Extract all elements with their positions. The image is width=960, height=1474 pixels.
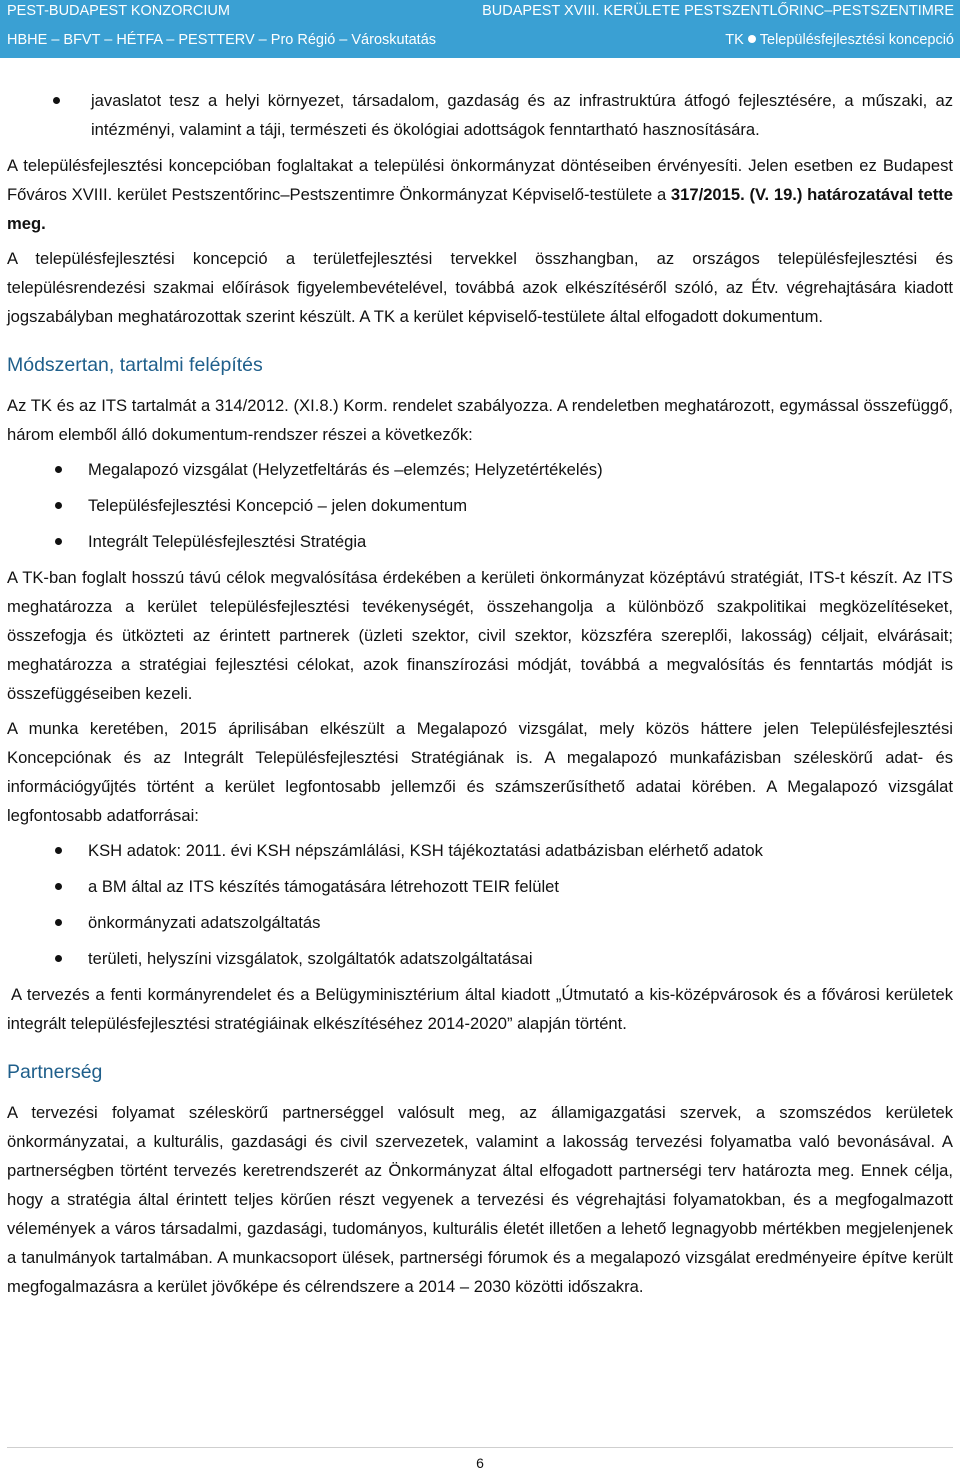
- list-item: [7, 944, 953, 973]
- bullet-icon: [55, 955, 62, 962]
- list-item: [7, 908, 953, 937]
- document-type-label: Településfejlesztési koncepció: [759, 32, 954, 48]
- bullet-icon: [55, 847, 62, 854]
- list-item-text: Megalapozó vizsgálat (Helyzetfeltárás és –elemzés; Helyzetértékelés): [88, 460, 603, 479]
- bullet-icon: [55, 538, 62, 545]
- paragraph-implementation: [7, 151, 953, 238]
- tk-abbreviation: TK: [725, 32, 744, 48]
- paragraph-compliance: A településfejlesztési koncepció a területfejlesztési tervekkel összhangban, az országos településfejlesztési és településrendezési szakmai előírások figyelembevételével, továbbá azok elkészítéséről szóló, az Étv. végrehajtására kiadott jogszabályban meghatározottak szerint készült. A TK a kerület képviselő-testülete által elfogadott dokumentum.: [7, 249, 953, 326]
- intro-bullet-list: [7, 86, 953, 144]
- list-item-text: önkormányzati adatszolgáltatás: [88, 913, 321, 932]
- footer-divider: [7, 1447, 953, 1448]
- bullet-icon: [55, 502, 62, 509]
- section-heading-partnership: Partnerség: [7, 1061, 103, 1083]
- list-item-text: területi, helyszíni vizsgálatok, szolgáltatók adatszolgáltatásai: [88, 949, 533, 968]
- paragraph-regulation: Az TK és az ITS tartalmát a 314/2012. (XI.8.) Korm. rendelet szabályozza. A rendeletben meghatározott, egymással összefüggő, három elemből álló dokumentum-rendszer részei a következők:: [7, 396, 953, 444]
- data-sources-list: [7, 836, 953, 973]
- list-item-text: javaslatot tesz a helyi környezet, társadalom, gazdaság és az infrastruktúra átfogó fejlesztésére, a műszaki, az intézményi, valamint a táji, természeti és ökológiai adottságok fenntartható hasznosítására.: [91, 91, 953, 139]
- paragraph-partnership: A tervezési folyamat széleskörű partnerséggel valósult meg, az államigazgatási szervek, a szomszédos kerületek önkormányzatai, a kulturális, gazdasági és civil szervezetek, valamint a lakosság tervezési folyamatba való bevonásával. A partnerségben történt tervezés keretrendszerét az Önkormányzat által elfogadott partnerségi terv határozta meg. Ennek célja, hogy a stratégia által érintett teljes körűen részt vegyenek a tervezési és végrehajtási folyamatokban, és a megfogalmazott vélemények a város társadalmi, gazdasági, tudományos, kulturális életét illetően a lehető legnagyobb mértékben megjelenjenek a tanulmányok tartalmában. A munkacsoport ülések, partnerségi fórumok és a megalapozó vizsgálat eredményeire építve került megfogalmazásra a kerület jövőképe és célrendszere a 2014 – 2030 közötti időszakra.: [7, 1103, 953, 1296]
- bullet-icon: [55, 919, 62, 926]
- paragraph-text: A településfejlesztési koncepcióban foglaltakat a települési önkormányzat döntéseiben érvényesíti. Jelen esetben ez Budapest Főváros XVIII. kerület Pestszentőrinc–Pestszentimre Önkormányzat Képviselő-testülete a: [7, 156, 953, 204]
- bullet-dot-icon: [748, 35, 756, 43]
- list-item-text: KSH adatok: 2011. évi KSH népszámlálási, KSH tájékoztatási adatbázisban elérhető adatok: [88, 841, 763, 860]
- bullet-icon: [55, 466, 62, 473]
- list-item: [7, 455, 953, 484]
- section-heading-methods: Módszertan, tartalmi felépítés: [7, 354, 263, 376]
- consortium-name: PEST-BUDAPEST KONZORCIUM: [7, 3, 230, 19]
- list-item: [7, 836, 953, 865]
- page-number: 6: [476, 1455, 484, 1471]
- list-item: [7, 527, 953, 556]
- header-row-2: [7, 32, 954, 54]
- bullet-icon: [55, 883, 62, 890]
- list-item: [7, 491, 953, 520]
- list-item-text: Integrált Településfejlesztési Stratégia: [88, 532, 367, 551]
- list-item-text: a BM által az ITS készítés támogatására létrehozott TEIR felület: [88, 877, 559, 896]
- paragraph-its: A TK-ban foglalt hosszú távú célok megvalósítása érdekében a kerületi önkormányzat középtávú stratégiát, ITS-t készít. Az ITS meghatározza a kerület településfejlesztési tevékenységét, összehangolja a különböző szakpolitikai megközelítéseket, összefogja és ütközteti az érintett partnerek (üzleti szektor, civil szektor, közszféra szereplői, lakosság) céljait, elvárásait; meghatározza a stratégiai fejlesztési célokat, azok finanszírozási módját, továbbá a megvalósítás és fenntartás módját is összefüggéseiben kezeli.: [7, 568, 953, 703]
- district-title: BUDAPEST XVIII. KERÜLETE PESTSZENTLŐRINC–PESTSZENTIMRE: [482, 3, 954, 19]
- paragraph-guidance: A tervezés a fenti kormányrendelet és a Belügyminisztérium által kiadott „Útmutató a kis-középvárosok és a fővárosi kerületek integrált településfejlesztési stratégiáinak elkészítéséhez 2014-2020” alapján történt.: [7, 985, 953, 1033]
- resolution-reference: 317/2015. (V. 19.) határozatával tette meg.: [7, 185, 953, 233]
- page-content: [7, 86, 953, 1301]
- list-item: [7, 86, 953, 144]
- header-row-1: [7, 3, 954, 25]
- document-type: [725, 32, 954, 48]
- list-item: [7, 872, 953, 901]
- partner-list: HBHE – BFVT – HÉTFA – PESTTERV – Pro Régió – Városkutatás: [7, 32, 437, 48]
- paragraph-preparatory-study: A munka keretében, 2015 áprilisában elkészült a Megalapozó vizsgálat, mely közös háttere jelen Településfejlesztési Koncepciónak és az Integrált Településfejlesztési Stratégiának is. A megalapozó munkafázisban széleskörű adat- és információgyűjtés történt a kerület legfontosabb jellemzői és számszerűsíthető adatai körében. A Megalapozó vizsgálat legfontosabb adatforrásai:: [7, 719, 953, 825]
- list-item-text: Településfejlesztési Koncepció – jelen dokumentum: [88, 496, 468, 515]
- page-header: [0, 0, 960, 58]
- document-system-list: [7, 455, 953, 556]
- bullet-icon: [53, 97, 60, 104]
